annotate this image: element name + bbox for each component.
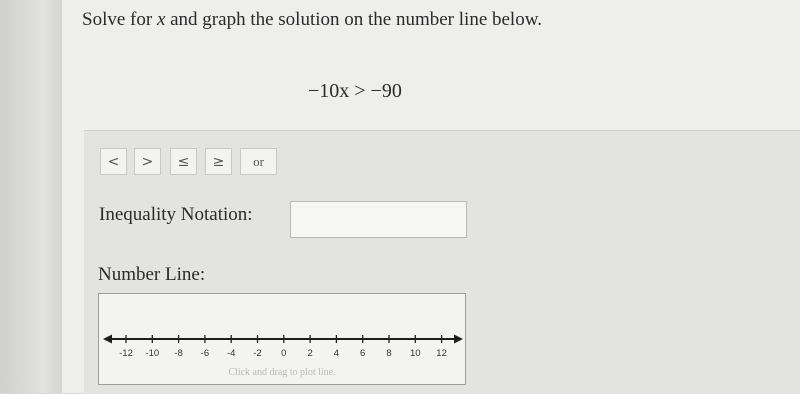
number-line-tick-label: -4 xyxy=(226,348,236,359)
number-line-tick-label: -10 xyxy=(145,348,160,359)
number-line-tick-label: 0 xyxy=(281,348,287,359)
background-strip xyxy=(0,0,62,393)
number-line-hint: Click and drag to plot line. xyxy=(228,367,336,378)
greater-than-button[interactable]: > xyxy=(134,148,161,175)
number-line-tick-label: -12 xyxy=(119,348,133,359)
greater-than-or-equal-button[interactable]: ≥ xyxy=(205,148,232,175)
number-line-tick-label: -2 xyxy=(253,348,262,359)
number-line-area[interactable] xyxy=(98,293,466,385)
equation: −10x > −90 xyxy=(308,80,402,102)
question-prompt: Solve for x and graph the solution on the number line below. xyxy=(82,9,542,30)
number-line-tick-label: 12 xyxy=(436,348,447,359)
number-line-tick-label: 2 xyxy=(307,348,313,359)
left-arrow-icon xyxy=(103,335,112,344)
number-line-tick-label: -6 xyxy=(200,348,210,359)
less-than-button[interactable]: < xyxy=(100,148,127,175)
inequality-notation-input[interactable] xyxy=(290,201,467,238)
or-button[interactable]: or xyxy=(240,148,277,175)
inequality-notation-label: Inequality Notation: xyxy=(99,204,253,225)
variable-symbol: x xyxy=(156,9,166,30)
less-than-or-equal-button[interactable]: ≤ xyxy=(170,148,197,175)
number-line-tick-label: 8 xyxy=(386,348,392,359)
number-line-label: Number Line: xyxy=(98,264,206,285)
right-arrow-icon xyxy=(454,335,463,344)
number-line-tick-label: 10 xyxy=(410,348,421,359)
number-line-tick-label: 4 xyxy=(333,348,340,359)
number-line-tick-label: -8 xyxy=(174,348,183,359)
number-line-tick-label: 6 xyxy=(360,348,366,359)
